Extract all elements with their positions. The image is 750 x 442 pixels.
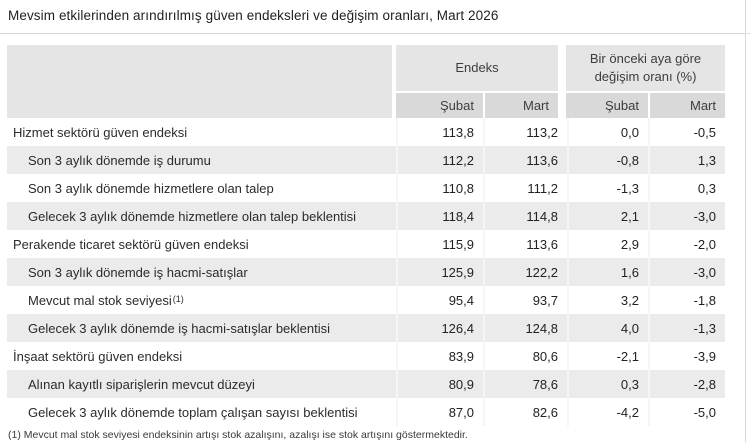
table-row: [7, 174, 725, 202]
footnote: (1) Mevcut mal stok seviyesi endeksinin artışı stok azalışını, azalışı ise stok artışını göstermektedir.: [8, 429, 468, 441]
table-row: [7, 314, 725, 342]
row-label: Mevcut mal stok seviyesi $^{(1)}$: [28, 292, 184, 308]
table-row: [7, 258, 725, 286]
table-row: [7, 370, 725, 398]
cell-endeks-subat: 113,8: [396, 118, 483, 146]
row-label: Perakende ticaret sektörü güven endeksi: [13, 236, 249, 252]
cell-endeks-subat: 115,9: [396, 230, 483, 258]
cell-endeks-mart: 124,8: [483, 314, 567, 342]
header-group-change-rate: Bir önceki aya göre değişim oranı (%): [566, 45, 725, 91]
row-label: Alınan kayıtlı siparişlerin mevcut düzeyi: [28, 376, 255, 392]
cell-change-subat: -2,1: [567, 342, 648, 370]
cell-change-mart: -0,5: [648, 118, 725, 146]
table-row: [7, 286, 725, 314]
row-label: Son 3 aylık dönemde hizmetlere olan talep: [28, 180, 274, 196]
cell-endeks-mart: 111,2: [483, 174, 567, 202]
cell-change-subat: 2,1: [567, 202, 648, 230]
cell-endeks-mart: 82,6: [483, 398, 567, 426]
cell-change-mart: -3,0: [648, 202, 725, 230]
cell-endeks-mart: 114,8: [483, 202, 567, 230]
cell-change-subat: 4,0: [567, 314, 648, 342]
subheader-change-mart: Mart: [648, 93, 725, 118]
subheader-endeks-subat: Şubat: [396, 93, 483, 118]
table-row: [7, 118, 725, 146]
page-title: Mevsim etkilerinden arındırılmış güven endeksleri ve değişim oranları, Mart 2026: [8, 8, 499, 23]
cell-change-mart: 0,3: [648, 174, 725, 202]
cell-endeks-subat: 110,8: [396, 174, 483, 202]
cell-change-mart: -2,8: [648, 370, 725, 398]
table-header: [7, 45, 725, 118]
cell-endeks-mart: 122,2: [483, 258, 567, 286]
cell-endeks-mart: 93,7: [483, 286, 567, 314]
header-group-endeks: Endeks: [396, 45, 558, 91]
row-label-text: Mevcut mal stok seviyesi: [28, 292, 172, 308]
cell-endeks-subat: 95,4: [396, 286, 483, 314]
row-label: Gelecek 3 aylık dönemde toplam çalışan sayısı beklentisi: [28, 404, 358, 420]
cell-endeks-mart: 78,6: [483, 370, 567, 398]
header-empty-cell: [7, 45, 392, 118]
cell-change-subat: -4,2: [567, 398, 648, 426]
cell-endeks-subat: 125,9: [396, 258, 483, 286]
cell-change-subat: 0,0: [567, 118, 648, 146]
cell-endeks-mart: 80,6: [483, 342, 567, 370]
subheader-change-subat: Şubat: [566, 93, 648, 118]
cell-change-mart: -5,0: [648, 398, 725, 426]
cell-change-subat: -1,3: [567, 174, 648, 202]
row-label: Hizmet sektörü güven endeksi: [13, 124, 188, 140]
page-right-border: [745, 0, 746, 442]
title-divider: [0, 33, 750, 34]
cell-change-mart: -1,3: [648, 314, 725, 342]
cell-change-mart: -2,0: [648, 230, 725, 258]
cell-endeks-mart: 113,2: [483, 118, 567, 146]
row-label: Gelecek 3 aylık dönemde hizmetlere olan talep beklentisi: [28, 208, 357, 224]
cell-change-subat: 0,3: [567, 370, 648, 398]
cell-endeks-subat: 80,9: [396, 370, 483, 398]
table-row: [7, 146, 725, 174]
cell-change-mart: -1,8: [648, 286, 725, 314]
table-row: [7, 342, 725, 370]
row-label: İnşaat sektörü güven endeksi: [13, 348, 183, 364]
cell-endeks-subat: 118,4: [396, 202, 483, 230]
cell-endeks-mart: 113,6: [483, 146, 567, 174]
row-label: Son 3 aylık dönemde iş hacmi-satışlar: [28, 264, 248, 280]
table-row: [7, 202, 725, 230]
cell-endeks-subat: 83,9: [396, 342, 483, 370]
cell-change-subat: -0,8: [567, 146, 648, 174]
cell-endeks-subat: 87,0: [396, 398, 483, 426]
cell-change-subat: 1,6: [567, 258, 648, 286]
confidence-index-table: [7, 45, 725, 426]
cell-change-mart: 1,3: [648, 146, 725, 174]
cell-endeks-subat: 112,2: [396, 146, 483, 174]
cell-change-mart: -3,0: [648, 258, 725, 286]
row-label: Gelecek 3 aylık dönemde iş hacmi-satışlar beklentisi: [28, 320, 331, 336]
cell-change-subat: 2,9: [567, 230, 648, 258]
cell-endeks-subat: 126,4: [396, 314, 483, 342]
table-row: [7, 230, 725, 258]
cell-endeks-mart: 113,6: [483, 230, 567, 258]
subheader-endeks-mart: Mart: [483, 93, 558, 118]
row-label: Son 3 aylık dönemde iş durumu: [28, 152, 211, 168]
table-body: [7, 118, 725, 426]
cell-change-mart: -3,9: [648, 342, 725, 370]
cell-change-subat: 3,2: [567, 286, 648, 314]
table-row: [7, 398, 725, 426]
